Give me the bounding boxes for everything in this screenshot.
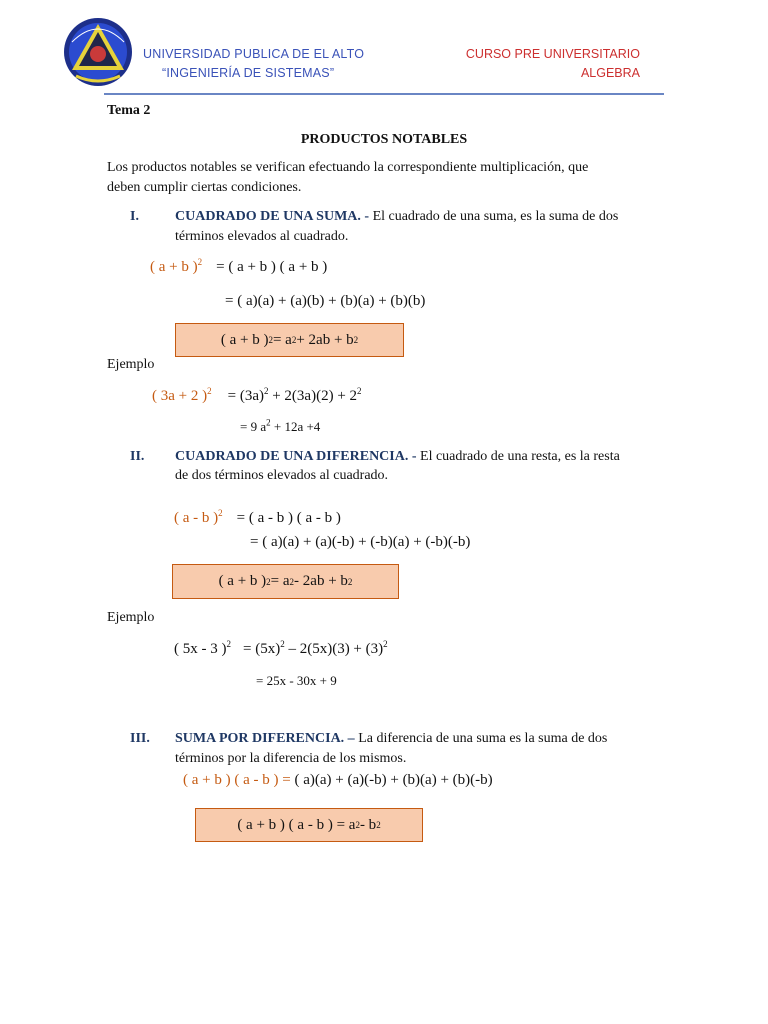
tema-label: Tema 2 bbox=[107, 103, 151, 118]
header-faculty: “INGENIERÍA DE SISTEMAS” bbox=[162, 66, 335, 80]
s1-formula-box: ( a + b ) 2 = a 2 + 2ab + b 2 bbox=[175, 323, 404, 357]
section-1-line-2: términos elevados al cuadrado. bbox=[175, 229, 349, 244]
s2-example-result: = 25x - 30x + 9 bbox=[256, 673, 337, 688]
s3-lhs: ( a + b ) ( a - b ) = bbox=[183, 772, 291, 788]
s1-formula-line bbox=[150, 259, 327, 276]
s2-ejemplo-label: Ejemplo bbox=[107, 610, 155, 625]
s2-example-line: ( 5x - 3 )$^2 = (5x)^2 - 2(5x)(3) + (3)^2$ bbox=[174, 639, 388, 657]
s1-lhs: ( a + b )$^2$ bbox=[150, 257, 203, 275]
section-1-heading: CUADRADO DE UNA SUMA. - bbox=[175, 209, 370, 224]
university-logo bbox=[62, 16, 134, 88]
s1-example-lhs: ( 3a + 2 )$^2$ bbox=[152, 386, 212, 404]
s2-formula-box: ( a + b ) 2 = a 2 - 2ab + b 2 bbox=[172, 564, 399, 599]
s3-formula-line bbox=[183, 772, 493, 789]
s1-expansion: = ( a)(a) + (a)(b) + (b)(a) + (b)(b) bbox=[225, 293, 426, 309]
s2-rhs: = ( a - b ) ( a - b ) bbox=[236, 510, 341, 526]
section-1-line-1 bbox=[175, 209, 618, 225]
section-2-heading: CUADRADO DE UNA DIFERENCIA. - bbox=[175, 449, 417, 464]
page-title: PRODUCTOS NOTABLES bbox=[300, 132, 468, 147]
s1-rhs: = ( a + b ) ( a + b ) bbox=[216, 259, 328, 275]
s1-ejemplo-label: Ejemplo bbox=[107, 357, 155, 372]
s1-example-line: ( 3a + 2 )$^2 = (3a)^2 + 2(3a)(2) + 2^2$ bbox=[152, 386, 362, 404]
section-3-line-2: términos por la diferencia de los mismos. bbox=[175, 751, 407, 766]
section-2-line-2: de dos términos elevados al cuadrado. bbox=[175, 468, 389, 483]
intro-line-1: Los productos notables se verifican efectuando la correspondiente multiplicación, que bbox=[107, 160, 589, 175]
section-2-number: II. bbox=[130, 449, 145, 464]
section-1-text: El cuadrado de una suma, es la suma de dos bbox=[369, 209, 619, 224]
section-3-heading: SUMA POR DIFERENCIA. – bbox=[175, 731, 355, 746]
section-2-text: El cuadrado de una resta, es la resta bbox=[416, 449, 620, 464]
header-subject: ALGEBRA bbox=[580, 66, 640, 80]
s3-rhs: ( a)(a) + (a)(-b) + (b)(a) + (b)(-b) bbox=[290, 772, 493, 788]
section-3-number: III. bbox=[130, 731, 150, 746]
section-3-line-1 bbox=[175, 731, 607, 747]
header-rule bbox=[104, 93, 664, 95]
section-1-number: I. bbox=[130, 209, 139, 224]
header-university: UNIVERSIDAD PUBLICA DE EL ALTO bbox=[143, 47, 365, 61]
s2-formula-line bbox=[174, 510, 341, 527]
section-3-text: La diferencia de una suma es la suma de dos bbox=[354, 731, 608, 746]
section-2-line-1 bbox=[175, 449, 620, 465]
s3-formula-box: ( a + b ) ( a - b ) = a 2 - b 2 bbox=[195, 808, 423, 842]
s1-example-result: = 9 $a^2 + 12a +4$ bbox=[240, 417, 321, 434]
header-course: CURSO PRE UNIVERSITARIO bbox=[465, 47, 640, 61]
intro-line-2: deben cumplir ciertas condiciones. bbox=[107, 180, 302, 195]
s2-lhs: ( a - b )$^2$ bbox=[174, 508, 223, 526]
s2-expansion: = ( a)(a) + (a)(-b) + (-b)(a) + (-b)(-b) bbox=[250, 534, 471, 550]
